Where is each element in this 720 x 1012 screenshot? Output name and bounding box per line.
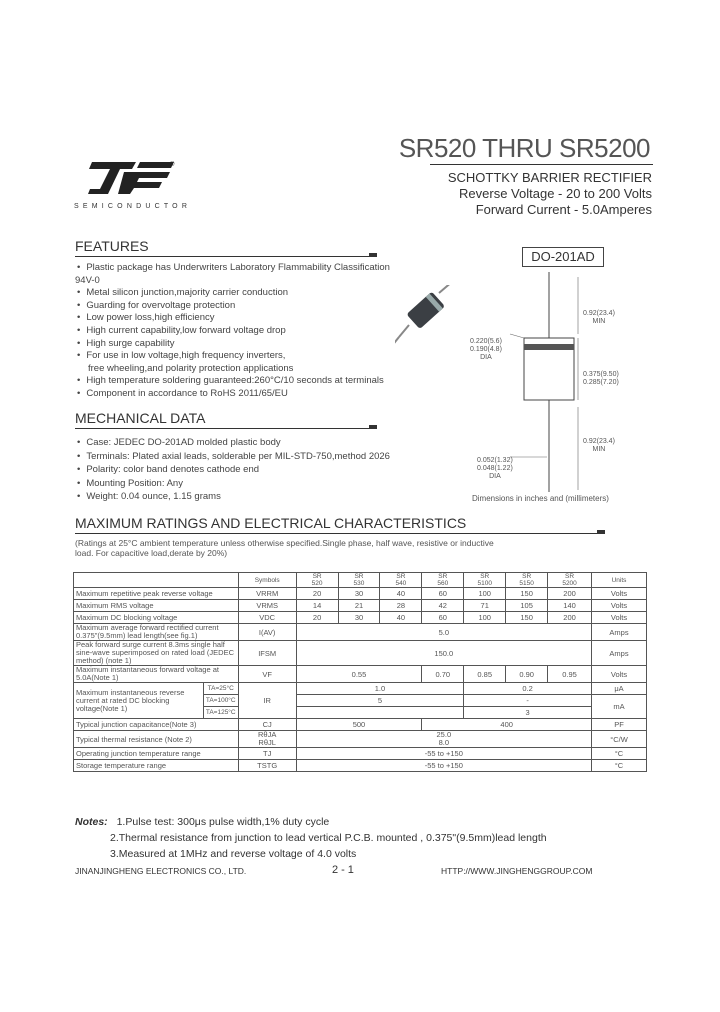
ratings-rule	[75, 533, 605, 534]
table-cell: 0.70	[422, 666, 464, 683]
table-cell: μA	[592, 683, 647, 695]
dim-value: 0.220(5.6)	[470, 338, 502, 345]
table-cell: I(AV)	[238, 624, 296, 641]
table-cell: Typical thermal resistance (Note 2)	[74, 731, 239, 748]
table-cell: 71	[464, 600, 506, 612]
table-cell: 28	[380, 600, 422, 612]
dim-value: DIA	[489, 473, 501, 480]
value-line: 8.0	[438, 738, 450, 747]
dim-lead-diameter	[477, 457, 513, 481]
list-item: • Component in accordance to RoHS 2011/65/EU	[75, 388, 395, 401]
table-cell: SR 5200	[548, 573, 592, 588]
table-cell: SR 5100	[464, 573, 506, 588]
table-cell: 20	[296, 612, 338, 624]
table-cell: -55 to +150	[296, 748, 591, 760]
list-item: • Polarity: color band denotes cathode end	[75, 463, 395, 477]
title-rule	[430, 164, 653, 165]
table-cell: TA=25°C	[203, 683, 238, 695]
dim-value: MIN	[592, 318, 606, 325]
table-cell: Maximum average forward rectified current 0.375"(9.5mm) lead length(see fig.1)	[74, 624, 239, 641]
dim-bottom-lead	[583, 438, 615, 454]
list-item: • Low power loss,high efficiency	[75, 312, 395, 325]
table-cell: 1.0	[296, 683, 464, 695]
rule-end-mark	[597, 530, 605, 534]
table-cell: -	[464, 695, 592, 707]
notes-block	[75, 814, 675, 862]
table-cell: SR 530	[338, 573, 380, 588]
table-cell: SR 520	[296, 573, 338, 588]
table-cell: 5	[296, 695, 464, 707]
list-item: • High surge capability	[75, 338, 395, 351]
value-line: 25.0	[436, 730, 452, 739]
table-row	[74, 624, 647, 641]
table-row	[74, 588, 647, 600]
table-cell: -55 to +150	[296, 760, 591, 772]
logo-mark-icon	[74, 160, 178, 200]
table-cell: PF	[592, 719, 647, 731]
ratings-heading: MAXIMUM RATINGS AND ELECTRICAL CHARACTERISTICS	[75, 515, 467, 531]
table-cell: Symbols	[238, 573, 296, 588]
table-cell: Operating junction temperature range	[74, 748, 239, 760]
list-item: • Metal silicon junction,majority carrier conduction	[75, 287, 395, 300]
rule-end-mark	[369, 425, 377, 429]
table-cell: Volts	[592, 588, 647, 600]
table-cell: 21	[338, 600, 380, 612]
table-cell	[74, 573, 239, 588]
table-cell: 150	[506, 588, 548, 600]
list-item: • For use in low voltage,high frequency inverters,	[75, 350, 395, 363]
table-cell: 400	[422, 719, 592, 731]
table-cell: Volts	[592, 600, 647, 612]
table-cell	[238, 731, 296, 748]
svg-text:®: ®	[170, 162, 175, 168]
table-cell: °C	[592, 748, 647, 760]
table-row	[74, 612, 647, 624]
table-cell: VDC	[238, 612, 296, 624]
table-cell: IFSM	[238, 641, 296, 666]
package-outline-drawing	[500, 272, 590, 502]
features-heading: FEATURES	[75, 238, 149, 254]
table-cell: 0.95	[548, 666, 592, 683]
table-cell: 105	[506, 600, 548, 612]
note-line: 3.Measured at 1MHz and reverse voltage of 4.0 volts	[110, 848, 357, 860]
table-row	[74, 683, 647, 695]
ratings-intro	[75, 538, 494, 558]
list-item: • High temperature soldering guaranteed:260°C/10 seconds at terminals	[75, 375, 395, 388]
dimensions-caption: Dimensions in inches and (millimeters)	[472, 494, 609, 503]
dim-value: 0.190(4.8)	[470, 346, 502, 353]
table-cell: Amps	[592, 641, 647, 666]
table-cell: IR	[238, 683, 296, 719]
table-cell: Typical junction capacitance(Note 3)	[74, 719, 239, 731]
company-subtitle: SEMICONDUCTOR	[74, 203, 192, 210]
table-cell: 3	[464, 707, 592, 719]
table-cell: Storage temperature range	[74, 760, 239, 772]
table-cell: VRMS	[238, 600, 296, 612]
mechanical-heading: MECHANICAL DATA	[75, 410, 206, 426]
product-type: SCHOTTKY BARRIER RECTIFIER	[447, 170, 652, 185]
table-cell: Maximum repetitive peak reverse voltage	[74, 588, 239, 600]
footer-company: JINANJINGHENG ELECTRONICS CO., LTD.	[75, 866, 247, 876]
table-cell: TSTG	[238, 760, 296, 772]
table-header-row	[74, 573, 647, 588]
table-cell: SR 560	[422, 573, 464, 588]
header-subtitles	[448, 170, 652, 218]
list-item: • Plastic package has Underwriters Laboratory Flammability Classification 94V-0	[75, 262, 395, 287]
table-cell: 14	[296, 600, 338, 612]
dim-value: 0.285(7.20)	[583, 379, 619, 386]
table-cell: 500	[296, 719, 422, 731]
table-row	[74, 760, 647, 772]
page-title: SR520 THRU SR5200	[398, 133, 650, 163]
table-cell: 100	[464, 612, 506, 624]
table-row	[74, 719, 647, 731]
symbol-line: RθJL	[258, 738, 276, 747]
table-cell: 40	[380, 612, 422, 624]
table-cell: CJ	[238, 719, 296, 731]
table-cell: mA	[592, 695, 647, 719]
table-cell: 100	[464, 588, 506, 600]
table-cell: Amps	[592, 624, 647, 641]
ratings-table	[73, 572, 647, 772]
intro-line: (Ratings at 25°C ambient temperature unless otherwise specified.Single phase, half wave, resistive or inductive	[75, 538, 494, 548]
dim-value: 0.052(1.32)	[477, 457, 513, 464]
table-cell: 60	[422, 612, 464, 624]
table-cell: Maximum instantaneous reverse current at rated DC blocking voltage(Note 1)	[74, 683, 204, 719]
table-cell: SR 5150	[506, 573, 548, 588]
voltage-range: Reverse Voltage - 20 to 200 Volts	[459, 186, 652, 201]
note-line	[75, 814, 675, 830]
table-row	[74, 731, 647, 748]
list-item: • Mounting Position: Any	[75, 477, 395, 491]
table-cell: 30	[338, 588, 380, 600]
table-cell: TA=100°C	[203, 695, 238, 707]
table-cell: 200	[548, 588, 592, 600]
footer-page: 2-1	[332, 864, 357, 876]
table-cell: 0.2	[464, 683, 592, 695]
table-cell: 140	[548, 600, 592, 612]
list-item: • Guarding for overvoltage protection	[75, 300, 395, 313]
list-item: • Case: JEDEC DO-201AD molded plastic body	[75, 436, 395, 450]
table-cell: 5.0	[296, 624, 591, 641]
table-row	[74, 666, 647, 683]
table-cell: VF	[238, 666, 296, 683]
list-item: • High current capability,low forward voltage drop	[75, 325, 395, 338]
dim-value: 0.048(1.22)	[477, 465, 513, 472]
table-cell: Maximum DC blocking voltage	[74, 612, 239, 624]
table-cell: 30	[338, 612, 380, 624]
dim-body-length	[583, 371, 619, 387]
dim-value: DIA	[480, 354, 492, 361]
note-text: 1.Pulse test: 300μs pulse width,1% duty cycle	[116, 816, 330, 828]
notes-label: Notes:	[75, 816, 108, 828]
intro-line: load. For capacitive load,derate by 20%)	[75, 548, 228, 558]
list-item: • Weight: 0.04 ounce, 1.15 grams	[75, 490, 395, 504]
dim-value: 0.92(23.4)	[583, 438, 615, 445]
rule-end-mark	[369, 253, 377, 257]
table-cell	[296, 731, 591, 748]
diode-illustration	[395, 285, 475, 370]
table-cell: TJ	[238, 748, 296, 760]
table-cell: 40	[380, 588, 422, 600]
dim-body-diameter	[470, 338, 502, 362]
table-cell: Units	[592, 573, 647, 588]
list-item: • Terminals: Plated axial leads, solderable per MIL-STD-750,method 2026	[75, 450, 395, 464]
table-cell: 0.55	[296, 666, 422, 683]
dim-value: 0.92(23.4)	[583, 310, 615, 317]
table-cell	[296, 707, 464, 719]
table-cell: Volts	[592, 666, 647, 683]
current-rating: Forward Current - 5.0Amperes	[475, 202, 652, 217]
table-cell: 60	[422, 588, 464, 600]
table-cell: 42	[422, 600, 464, 612]
table-cell: SR 540	[380, 573, 422, 588]
table-cell: VRRM	[238, 588, 296, 600]
list-item: free wheeling,and polarity protection applications	[88, 362, 294, 374]
mechanical-list	[75, 436, 395, 504]
dim-top-lead	[583, 310, 615, 326]
table-cell: TA=125°C	[203, 707, 238, 719]
table-row	[74, 641, 647, 666]
table-cell: 20	[296, 588, 338, 600]
table-cell: Peak forward surge current 8.3ms single half sine-wave superimposed on rated load (JEDEC method) (note 1)	[74, 641, 239, 666]
table-cell: 200	[548, 612, 592, 624]
table-cell: 150	[506, 612, 548, 624]
table-cell: Maximum instantaneous forward voltage at 5.0A(Note 1)	[74, 666, 239, 683]
table-cell: °C	[592, 760, 647, 772]
dim-value: MIN	[592, 446, 606, 453]
table-row	[74, 748, 647, 760]
table-cell: 150.0	[296, 641, 591, 666]
mechanical-rule	[75, 428, 377, 429]
dim-value: 0.375(9.50)	[583, 371, 619, 378]
features-list	[75, 262, 395, 401]
table-cell: 0.85	[464, 666, 506, 683]
table-cell: Maximum RMS voltage	[74, 600, 239, 612]
table-cell: °C/W	[592, 731, 647, 748]
symbol-line: RθJA	[258, 730, 277, 739]
footer-url[interactable]: HTTP://WWW.JINGHENGGROUP.COM	[441, 866, 593, 876]
table-cell: 0.90	[506, 666, 548, 683]
table-row	[74, 600, 647, 612]
note-line: 2.Thermal resistance from junction to lead vertical P.C.B. mounted , 0.375"(9.5mm)lead length	[110, 832, 547, 844]
table-cell: Volts	[592, 612, 647, 624]
package-label: DO-201AD	[522, 247, 604, 267]
company-logo	[74, 160, 178, 200]
features-rule	[75, 256, 377, 257]
